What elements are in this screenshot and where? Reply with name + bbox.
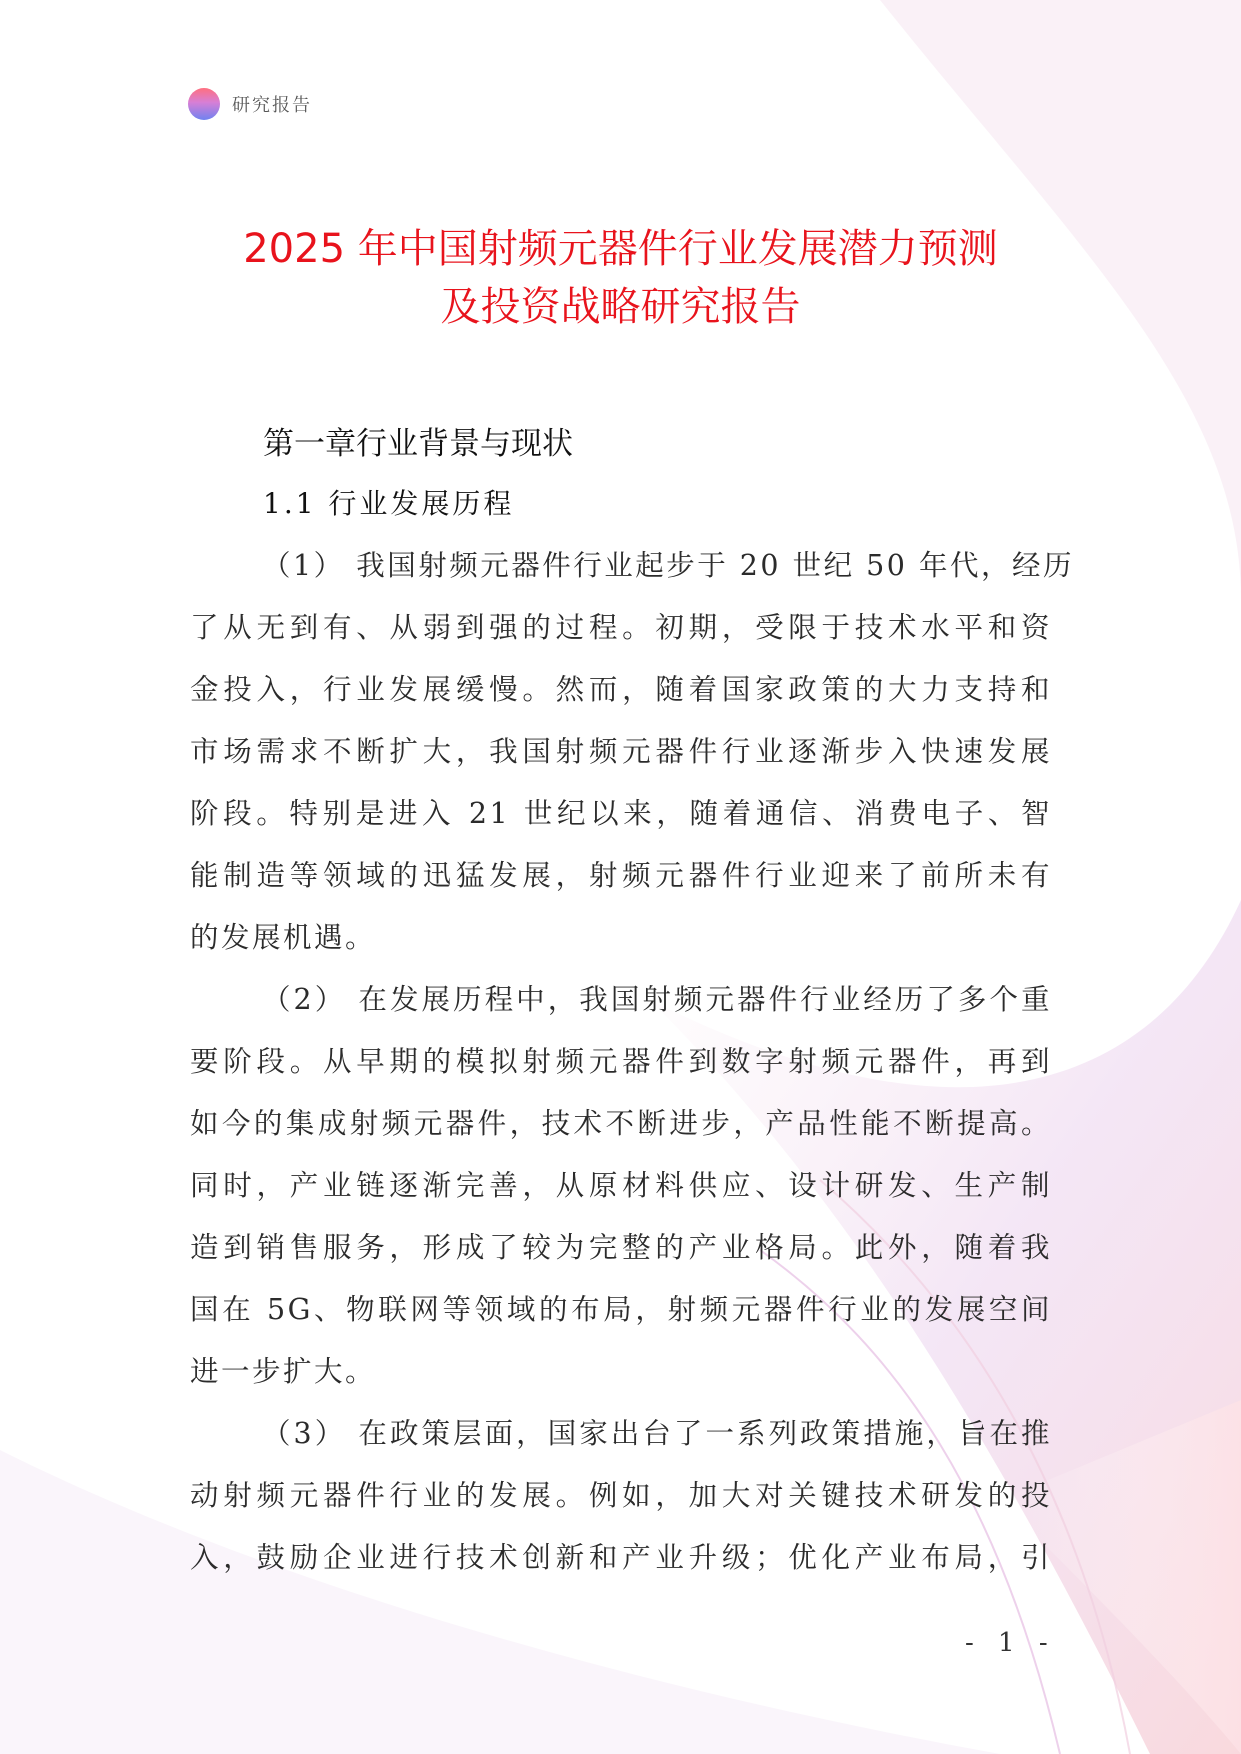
text-line: 国在 5G、物联网等领域的布局，射频元器件行业的发展空间 [190,1293,1052,1326]
text-line: 了从无到有、从弱到强的过程。初期，受限于技术水平和资 [190,611,1052,644]
text-line: 入，鼓励企业进行技术创新和产业升级；优化产业布局，引 [190,1541,1052,1574]
header-label: 研究报告 [232,95,312,116]
text-line: 同时，产业链逐渐完善，从原材料供应、设计研发、生产制 [190,1169,1052,1202]
text-line: 能制造等领域的迅猛发展，射频元器件行业迎来了前所未有 [190,859,1052,892]
logo-circle-icon [188,88,220,120]
document-title [150,220,1091,336]
body-text [190,535,1074,1589]
title-line-2: 及投资战略研究报告 [440,284,801,330]
text-line: 造到销售服务，形成了较为完整的产业格局。此外，随着我 [190,1231,1052,1264]
text-line: 市场需求不断扩大，我国射频元器件行业逐渐步入快速发展 [190,735,1052,768]
section-heading: 1.1 行业发展历程 [263,487,515,520]
title-line-1: 2025 年中国射频元器件行业发展潜力预测 [243,226,998,272]
chapter-heading: 第一章行业背景与现状 [263,426,573,462]
text-line: 要阶段。从早期的模拟射频元器件到数字射频元器件，再到 [190,1045,1052,1078]
text-line: 进一步扩大。 [190,1355,377,1388]
text-line: （2） 在发展历程中，我国射频元器件行业经历了多个重 [262,983,1052,1016]
page-number: - 1 - [965,1628,1056,1658]
report-header [188,88,312,120]
text-line: 动射频元器件行业的发展。例如，加大对关键技术研发的投 [190,1479,1052,1512]
text-line: 如今的集成射频元器件，技术不断进步，产品性能不断提高。 [190,1107,1052,1140]
text-line: 阶段。特别是进入 21 世纪以来，随着通信、消费电子、智 [190,797,1052,830]
text-line: （1） 我国射频元器件行业起步于 20 世纪 50 年代，经历 [262,549,1074,582]
text-line: （3） 在政策层面，国家出台了一系列政策措施，旨在推 [262,1417,1052,1450]
text-line: 的发展机遇。 [190,921,377,954]
text-line: 金投入，行业发展缓慢。然而，随着国家政策的大力支持和 [190,673,1052,706]
